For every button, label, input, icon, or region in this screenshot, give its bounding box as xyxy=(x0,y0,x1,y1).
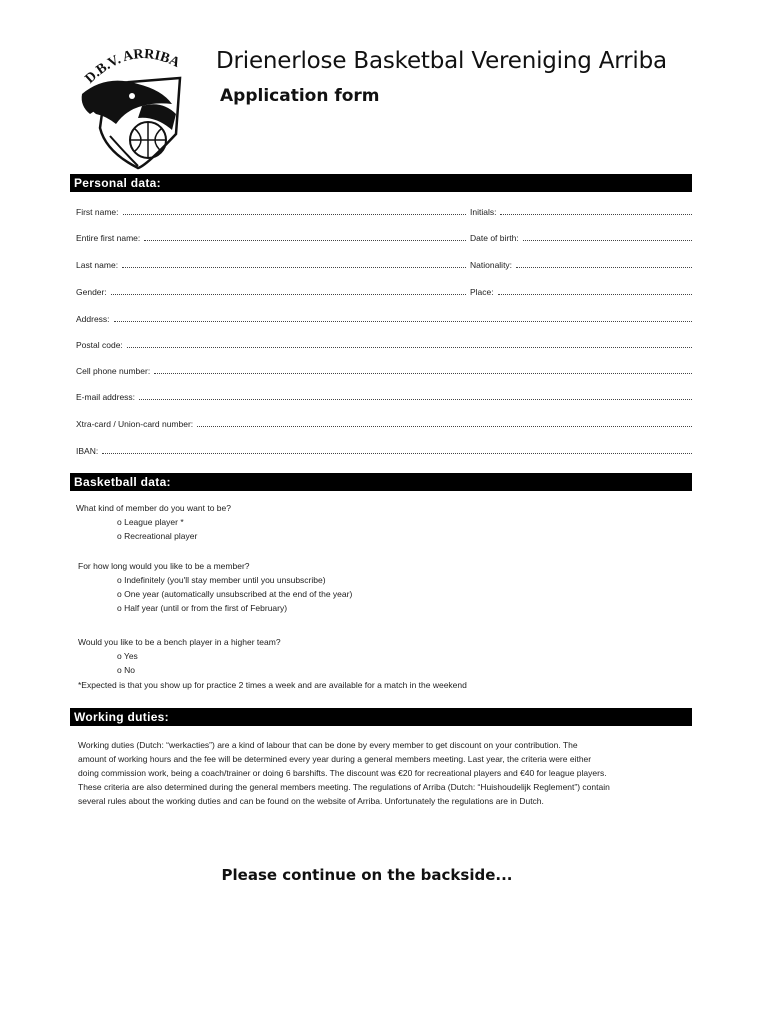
paragraph-line: amount of working hours and the fee will be determined every year during a general members meeting. Last year, the criteria were either xyxy=(78,754,592,764)
xtra-card-field[interactable] xyxy=(197,425,692,427)
postal-code-label: Postal code: xyxy=(76,340,123,350)
section-header-working-duties: Working duties: xyxy=(70,708,692,726)
option-one-year[interactable]: o One year (automatically unsubscribed at the end of the year) xyxy=(117,589,353,599)
row-xtra-card xyxy=(76,415,692,429)
paragraph-line: Working duties (Dutch: “werkacties”) are a kind of labour that can be done by every member to get discount on your contribution. The xyxy=(78,740,578,750)
place-label: Place: xyxy=(470,287,494,297)
date-of-birth-label: Date of birth: xyxy=(470,233,519,243)
row-iban xyxy=(76,442,692,456)
nationality-label: Nationality: xyxy=(470,260,513,270)
league-player-note: *Expected is that you show up for practice 2 times a week and are available for a match in the weekend xyxy=(78,680,467,690)
entire-first-name-label: Entire first name: xyxy=(76,233,141,243)
row-address xyxy=(76,310,692,324)
organization-name: Drienerlose Basketbal Vereniging Arriba xyxy=(216,48,667,74)
option-no[interactable]: o No xyxy=(117,665,135,675)
paragraph-line: These criteria are also determined during the general members meeting. The regulations of Arriba (Dutch: “Huishoudelijk Reglement”) contain xyxy=(78,782,610,792)
option-yes[interactable]: o Yes xyxy=(117,651,138,661)
row-gender xyxy=(76,283,692,297)
member-type-question: What kind of member do you want to be? xyxy=(76,503,231,513)
cell-phone-field[interactable] xyxy=(154,372,692,374)
last-name-field[interactable] xyxy=(122,266,466,268)
continue-on-backside: Please continue on the backside... xyxy=(221,866,513,884)
option-league-player[interactable]: o League player * xyxy=(117,517,184,527)
option-indefinitely[interactable]: o Indefinitely (you'll stay member until you unsubscribe) xyxy=(117,575,326,585)
option-half-year[interactable]: o Half year (until or from the first of February) xyxy=(117,603,288,613)
arriba-logo xyxy=(76,44,196,170)
date-of-birth-field[interactable] xyxy=(523,239,692,241)
gender-field[interactable] xyxy=(111,293,466,295)
logo-lettering: D.B.V. ARRIBA xyxy=(82,47,182,87)
initials-label: Initials: xyxy=(470,207,497,217)
xtra-card-label: Xtra-card / Union-card number: xyxy=(76,419,194,429)
iban-label: IBAN: xyxy=(76,446,99,456)
row-first-name xyxy=(76,203,692,217)
working-duties-paragraph xyxy=(78,738,698,808)
row-entire-first-name xyxy=(76,229,692,243)
place-field[interactable] xyxy=(498,293,692,295)
option-recreational-player[interactable]: o Recreational player xyxy=(117,531,198,541)
section-header-basketball: Basketball data: xyxy=(70,473,692,491)
row-postal-code xyxy=(76,336,692,350)
cell-phone-label: Cell phone number: xyxy=(76,366,151,376)
row-email xyxy=(76,388,692,402)
paragraph-line: several rules about the working duties and can be found on the website of Arriba. Unfortunately the regulations are in Dutch. xyxy=(78,796,544,806)
postal-code-field[interactable] xyxy=(127,346,692,348)
iban-field[interactable] xyxy=(102,452,692,454)
address-field[interactable] xyxy=(114,320,692,322)
section-header-personal: Personal data: xyxy=(70,174,692,192)
first-name-field[interactable] xyxy=(123,213,466,215)
email-field[interactable] xyxy=(139,398,692,400)
membership-duration-question: For how long would you like to be a member? xyxy=(78,561,250,571)
last-name-label: Last name: xyxy=(76,260,119,270)
gender-label: Gender: xyxy=(76,287,107,297)
row-last-name xyxy=(76,256,692,270)
paragraph-line: doing commission work, being a coach/trainer or doing 6 barshifts. The discount was €20 for recreational players and €40 for league players. xyxy=(78,768,607,778)
form-title: Application form xyxy=(220,86,380,106)
bench-player-question: Would you like to be a bench player in a higher team? xyxy=(78,637,281,647)
first-name-label: First name: xyxy=(76,207,119,217)
entire-first-name-field[interactable] xyxy=(144,239,466,241)
email-label: E-mail address: xyxy=(76,392,136,402)
row-cell-phone xyxy=(76,362,692,376)
initials-field[interactable] xyxy=(500,213,692,215)
address-label: Address: xyxy=(76,314,110,324)
nationality-field[interactable] xyxy=(516,266,692,268)
